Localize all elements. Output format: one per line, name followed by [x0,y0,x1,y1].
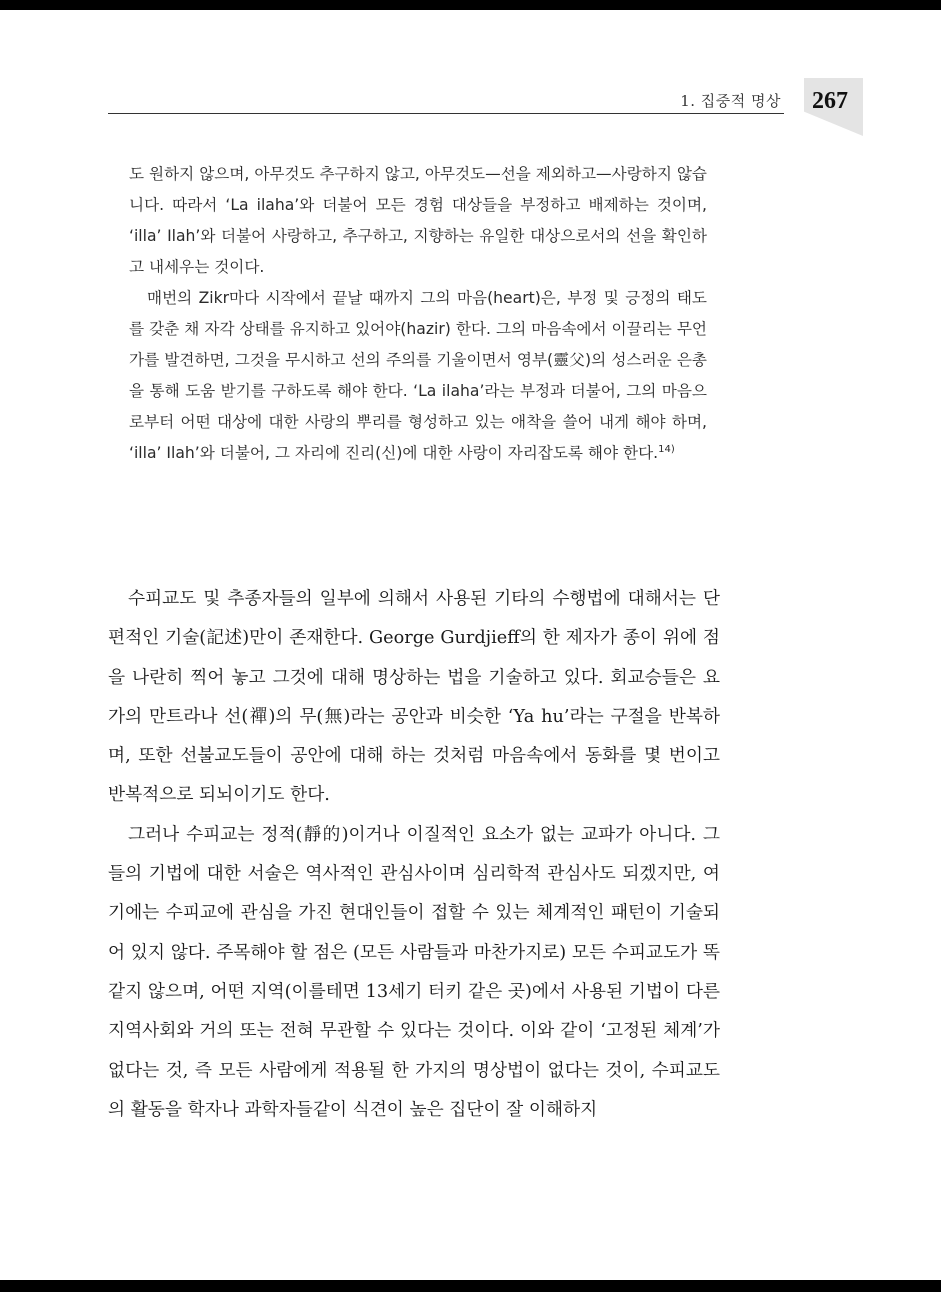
header-rule [108,113,784,114]
running-head: 1. 집중적 명상 [680,92,781,110]
body-paragraph-1: 수피교도 및 추종자들의 일부에 의해서 사용된 기타의 수행법에 대해서는 단편적인 기술(記述)만이 존재한다. George Gurdjieff의 한 제자가 종이 위에 점을 나란히 찍어 놓고 그것에 대해 명상하는 법을 기술하고 있다. 회교승들은 요가의 만트라나 선(禪)의 무(無)라는 공안과 비슷한 ‘Ya hu’라는 구절을 반복하며, 또한 선불교도들이 공안에 대해 하는 것처럼 마음속에서 동화를 몇 번이고 반복적으로 되뇌이기도 한다. [108,589,720,806]
quote-paragraph-2 [129,283,707,469]
quote-paragraph-2-text: 매번의 Zikr마다 시작에서 끝날 때까지 그의 마음(heart)은, 부정 및 긍정의 태도를 갖춘 채 자각 상태를 유지하고 있어야(hazir) 한다. 그의 마음속에서 이끌리는 무언가를 발견하면, 그것을 무시하고 선의 주의를 기울이면서 영부(靈父)의 성스러운 은총을 통해 도움 받기를 구하도록 해야 한다. ‘La ilaha’라는 부정과 더불어, 그의 마음으로부터 어떤 대상에 대한 사랑의 뿌리를 형성하고 있는 애착을 쓸어 내게 해야 하며, ‘illa’ Ilah’와 더불어, 그 자리에 진리(신)에 대한 사랑이 자리잡도록 해야 한다. [129,289,707,462]
block-quote [129,159,707,469]
bottom-border [0,1280,941,1292]
top-border [0,0,941,10]
page-number: 267 [812,88,848,114]
quote-paragraph-1: 도 원하지 않으며, 아무것도 추구하지 않고, 아무것도—선을 제외하고—사랑하지 않습니다. 따라서 ‘La ilaha’와 더불어 모든 경험 대상들을 부정하고 배제하는 것이며, ‘illa’ Ilah’와 더불어 사랑하고, 추구하고, 지향하는 유일한 대상으로서의 선을 확인하고 내세우는 것이다. [129,165,707,276]
body-text [108,580,720,1130]
footnote-reference: 14) [658,444,675,455]
body-paragraph-2: 그러나 수피교는 정적(靜的)이거나 이질적인 요소가 없는 교파가 아니다. 그들의 기법에 대한 서술은 역사적인 관심사이며 심리학적 관심사도 되겠지만, 여기에는 수피교에 관심을 가진 현대인들이 접할 수 있는 체계적인 패턴이 기술되어 있지 않다. 주목해야 할 점은 (모든 사람들과 마찬가지로) 모든 수피교도가 똑같지 않으며, 어떤 지역(이를테면 13세기 터키 같은 곳)에서 사용된 기법이 다른 지역사회와 거의 또는 전혀 무관할 수 있다는 것이다. 이와 같이 ‘고정된 체계’가 없다는 것, 즉 모든 사람에게 적용될 한 가지의 명상법이 없다는 것이, 수피교도의 활동을 학자나 과학자들같이 식견이 높은 집단이 잘 이해하지 [108,824,720,1120]
